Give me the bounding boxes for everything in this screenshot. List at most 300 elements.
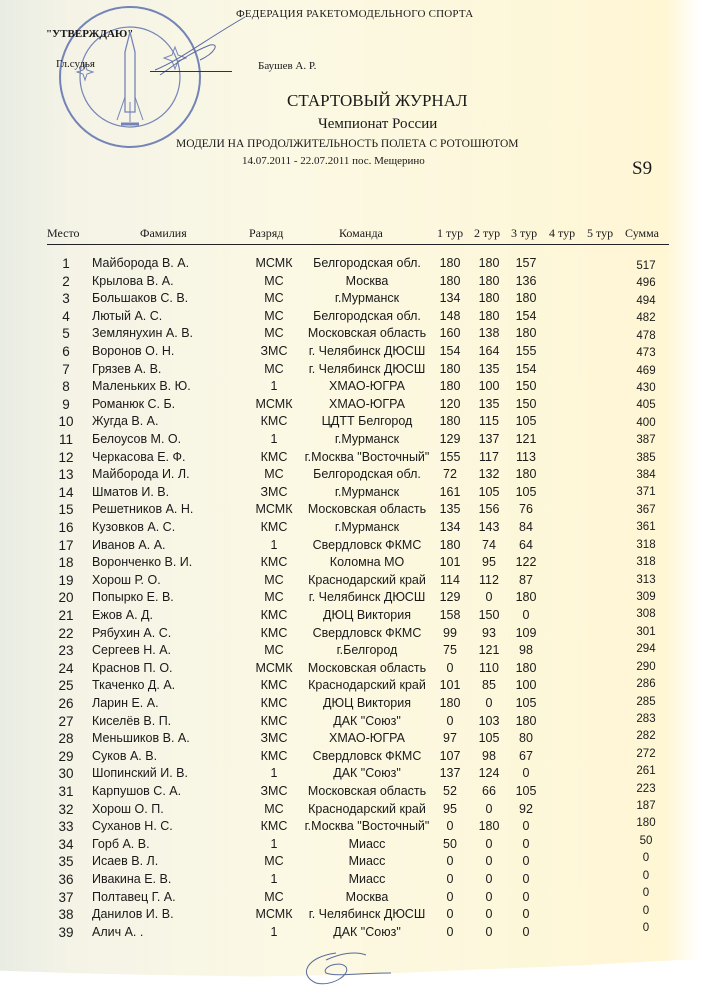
cell-t2: 115 xyxy=(479,414,499,429)
col-rank: Разряд xyxy=(249,226,284,240)
cell-t3: 67 xyxy=(519,748,533,763)
cell-t3: 155 xyxy=(515,344,537,358)
cell-t3: 180 xyxy=(515,660,537,675)
cell-t2: 112 xyxy=(479,572,499,587)
cell-name: Исаев В. Л. xyxy=(92,854,159,869)
cell-t1: 180 xyxy=(439,273,461,288)
cell-team: Москва xyxy=(345,889,389,904)
cell-team: Московская область xyxy=(307,660,427,675)
cell-place: 34 xyxy=(58,836,74,852)
cell-t1: 160 xyxy=(439,326,461,341)
cell-t2: 135 xyxy=(478,361,500,376)
cell-sum: 0 xyxy=(642,921,650,934)
cell-rank: КМС xyxy=(260,696,288,710)
cell-rank: КМС xyxy=(260,625,288,640)
cell-place: 26 xyxy=(58,696,74,711)
cell-team: Белгородская обл. xyxy=(313,256,421,270)
cell-t1: 101 xyxy=(439,555,461,570)
table-row xyxy=(0,256,724,274)
cell-name: Белоусов М. О. xyxy=(92,432,182,446)
col-round1: 1 тур xyxy=(437,226,464,240)
cell-place: 17 xyxy=(58,537,74,553)
cell-sum: 290 xyxy=(636,660,656,673)
table-row xyxy=(0,538,724,556)
cell-t1: 134 xyxy=(439,520,461,534)
cell-name: Рябухин А. С. xyxy=(92,625,172,640)
cell-rank: МСМК xyxy=(255,907,293,922)
cell-t2: 180 xyxy=(478,291,500,306)
cell-sum: 361 xyxy=(636,521,656,534)
cell-t3: 0 xyxy=(522,819,530,834)
cell-t1: 137 xyxy=(439,766,461,781)
cell-place: 9 xyxy=(62,396,70,412)
cell-t2: 105 xyxy=(478,484,500,499)
cell-t3: 150 xyxy=(515,379,537,394)
cell-sum: 405 xyxy=(636,399,656,412)
document-title: СТАРТОВЫЙ ЖУРНАЛ xyxy=(287,91,468,110)
cell-t1: 161 xyxy=(439,484,461,499)
table-row xyxy=(0,802,724,820)
table-row xyxy=(0,921,724,943)
cell-t2: 0 xyxy=(485,590,493,605)
cell-rank: МС xyxy=(264,854,284,869)
table-row xyxy=(0,291,724,309)
cell-t1: 180 xyxy=(439,537,461,552)
table-row xyxy=(0,344,724,362)
cell-place: 25 xyxy=(58,678,74,694)
cell-sum: 385 xyxy=(636,451,656,464)
cell-rank: МС xyxy=(264,801,284,816)
cell-t3: 105 xyxy=(515,484,537,499)
cell-name: Ткаченко Д. А. xyxy=(92,678,176,693)
judge-role: Гл.судья xyxy=(56,58,95,70)
cell-t3: 80 xyxy=(519,731,533,746)
cell-t1: 180 xyxy=(439,379,461,394)
cell-name: Жугда В. А. xyxy=(92,414,159,429)
cell-team: ДЮЦ Виктория xyxy=(323,608,411,622)
cell-sum: 371 xyxy=(636,486,656,499)
cell-t2: 103 xyxy=(478,713,500,728)
cell-t1: 180 xyxy=(439,256,461,270)
cell-t2: 74 xyxy=(482,537,496,552)
cell-rank: ЗМС xyxy=(260,484,288,499)
cell-team: г. Челябинск ДЮСШ xyxy=(308,361,426,376)
cell-sum: 187 xyxy=(636,800,656,813)
cell-t1: 129 xyxy=(439,590,461,605)
cell-rank: МС xyxy=(264,291,284,306)
cell-t3: 87 xyxy=(519,572,533,587)
cell-place: 22 xyxy=(58,625,74,641)
cell-team: Свердловск ФКМС xyxy=(312,748,422,763)
table-row xyxy=(0,854,724,872)
cell-team: ХМАО-ЮГРА xyxy=(329,731,405,746)
cell-t1: 99 xyxy=(443,625,457,640)
cell-team: г.Белгород xyxy=(336,643,398,658)
table-row xyxy=(0,450,724,468)
cell-t1: 180 xyxy=(439,414,461,429)
cell-rank: МС xyxy=(264,889,284,904)
table-row xyxy=(0,766,724,784)
cell-name: Киселёв В. П. xyxy=(92,713,172,728)
cell-t3: 100 xyxy=(515,678,537,693)
cell-name: Воронченко В. И. xyxy=(92,555,193,570)
cell-rank: МС xyxy=(264,273,284,288)
cell-t2: 117 xyxy=(479,449,499,464)
cell-t1: 135 xyxy=(439,502,461,517)
cell-name: Алич А. . xyxy=(92,924,144,939)
cell-sum: 309 xyxy=(636,590,656,603)
cell-t1: 0 xyxy=(446,854,454,869)
cell-name: Суков А. В. xyxy=(92,748,158,763)
cell-sum: 313 xyxy=(636,573,656,586)
cell-team: Краснодарский край xyxy=(308,572,426,587)
cell-name: Полтавец Г. А. xyxy=(92,889,176,904)
cell-name: Ивакина Е. В. xyxy=(92,872,172,886)
table-row xyxy=(0,414,724,432)
table-row xyxy=(0,502,724,520)
cell-t2: 0 xyxy=(485,836,493,851)
cell-t3: 0 xyxy=(522,872,530,886)
table-row xyxy=(0,834,724,855)
cell-rank: КМС xyxy=(260,678,288,693)
cell-place: 28 xyxy=(58,731,74,747)
cell-name: Грязев А. В. xyxy=(92,361,162,376)
cell-t2: 0 xyxy=(485,889,493,904)
cell-team: г.Мурманск xyxy=(334,484,400,499)
cell-t2: 100 xyxy=(478,379,500,394)
cell-name: Иванов А. А. xyxy=(92,537,166,552)
cell-rank: КМС xyxy=(260,449,288,464)
cell-rank: МС xyxy=(264,590,284,605)
table-row xyxy=(0,904,724,925)
cell-t3: 0 xyxy=(522,924,530,939)
cell-t2: 156 xyxy=(478,502,500,517)
cell-t3: 150 xyxy=(515,396,537,411)
table-row xyxy=(0,887,724,908)
cell-team: г. Челябинск ДЮСШ xyxy=(308,907,426,922)
cell-t2: 95 xyxy=(482,555,496,570)
cell-t3: 84 xyxy=(519,520,533,534)
cell-t3: 157 xyxy=(515,256,537,270)
cell-t1: 180 xyxy=(439,361,461,376)
cell-rank: ЗМС xyxy=(260,344,288,358)
cell-t1: 180 xyxy=(439,696,461,710)
col-round2: 2 тур xyxy=(474,226,501,240)
cell-t2: 121 xyxy=(478,643,500,658)
col-round4: 4 тур xyxy=(549,226,576,240)
cell-team: Краснодарский край xyxy=(308,678,426,693)
cell-rank: МС xyxy=(264,308,284,323)
cell-t3: 180 xyxy=(515,326,537,341)
cell-name: Большаков С. В. xyxy=(92,291,189,306)
table-row xyxy=(0,869,724,890)
cell-place: 3 xyxy=(62,291,70,307)
cell-team: Московская область xyxy=(307,502,427,517)
cell-sum: 494 xyxy=(636,294,656,307)
cell-t1: 120 xyxy=(439,396,461,411)
cell-place: 8 xyxy=(62,379,70,395)
cell-rank: КМС xyxy=(260,555,288,570)
cell-t3: 0 xyxy=(522,608,530,622)
cell-t1: 129 xyxy=(439,432,461,446)
cell-team: г.Мурманск xyxy=(334,291,400,306)
table-row xyxy=(0,432,724,450)
cell-t3: 105 xyxy=(515,784,537,798)
cell-t1: 134 xyxy=(439,291,461,306)
cell-rank: МСМК xyxy=(255,396,293,411)
col-round5: 5 тур xyxy=(587,226,614,240)
cell-team: г.Мурманск xyxy=(334,432,400,446)
cell-rank: 1 xyxy=(270,836,278,851)
cell-place: 6 xyxy=(62,344,70,359)
cell-t3: 154 xyxy=(515,361,537,376)
cell-t3: 113 xyxy=(516,449,536,464)
table-row xyxy=(0,274,724,292)
cell-rank: 1 xyxy=(270,537,278,552)
cell-place: 11 xyxy=(58,432,73,447)
cell-place: 19 xyxy=(58,572,74,588)
cell-place: 10 xyxy=(58,414,74,430)
cell-place: 23 xyxy=(58,643,74,659)
table-row xyxy=(0,608,724,626)
cell-team: г. Челябинск ДЮСШ xyxy=(308,590,426,605)
cell-place: 21 xyxy=(58,608,74,623)
cell-t3: 76 xyxy=(519,502,533,517)
cell-t3: 136 xyxy=(515,273,537,288)
cell-rank: ЗМС xyxy=(260,731,288,746)
cell-place: 37 xyxy=(58,889,74,905)
cell-sum: 283 xyxy=(636,712,656,725)
cell-name: Романюк С. Б. xyxy=(92,396,176,411)
cell-sum: 0 xyxy=(642,869,650,882)
cell-team: ДЮЦ Виктория xyxy=(323,696,411,710)
cell-rank: 1 xyxy=(270,432,278,446)
cell-t3: 98 xyxy=(519,643,533,658)
federation-name: ФЕДЕРАЦИЯ РАКЕТОМОДЕЛЬНОГО СПОРТА xyxy=(236,8,474,20)
signature-line xyxy=(150,71,232,72)
cell-t2: 150 xyxy=(478,608,500,622)
cell-sum: 478 xyxy=(636,329,656,342)
cell-name: Данилов И. В. xyxy=(92,907,174,922)
cell-place: 35 xyxy=(58,854,74,870)
cell-t2: 135 xyxy=(478,396,500,411)
cell-name: Краснов П. О. xyxy=(92,660,173,675)
cell-t1: 0 xyxy=(446,907,454,922)
col-place: Место xyxy=(47,226,80,240)
cell-place: 36 xyxy=(58,872,74,887)
cell-sum: 294 xyxy=(636,643,656,656)
col-sum: Сумма xyxy=(625,226,659,240)
cell-name: Сергеев Н. А. xyxy=(92,643,172,658)
cell-place: 12 xyxy=(58,449,74,465)
cell-t2: 180 xyxy=(478,256,500,270)
cell-rank: 1 xyxy=(270,924,278,939)
cell-rank: ЗМС xyxy=(260,784,288,798)
cell-team: ДАК "Союз" xyxy=(333,924,401,939)
cell-place: 2 xyxy=(62,273,70,289)
cell-t2: 93 xyxy=(482,625,496,640)
table-row xyxy=(0,555,724,573)
cell-team: Миасс xyxy=(348,836,386,851)
cell-t2: 105 xyxy=(478,731,500,746)
cell-sum: 482 xyxy=(636,312,656,325)
cell-sum: 261 xyxy=(636,765,656,778)
cell-sum: 301 xyxy=(636,625,656,638)
cell-rank: КМС xyxy=(260,520,288,534)
cell-name: Хорош Р. О. xyxy=(92,572,161,587)
table-row xyxy=(0,590,724,608)
cell-team: Коломна МО xyxy=(329,555,405,570)
cell-t2: 0 xyxy=(485,872,493,886)
table-row xyxy=(0,696,724,714)
cell-team: ДАК "Союз" xyxy=(333,766,401,781)
cell-place: 24 xyxy=(58,660,74,676)
cell-team: г. Челябинск ДЮСШ xyxy=(308,344,426,358)
cell-t2: 164 xyxy=(478,344,500,358)
cell-place: 5 xyxy=(62,326,70,342)
cell-place: 30 xyxy=(58,766,74,782)
cell-rank: МС xyxy=(264,361,284,376)
cell-name: Воронов О. Н. xyxy=(92,344,175,358)
cell-sum: 384 xyxy=(636,469,656,482)
table-row xyxy=(0,309,724,327)
cell-sum: 308 xyxy=(636,608,656,621)
cell-name: Майборода И. Л. xyxy=(92,467,190,482)
cell-t3: 121 xyxy=(515,432,537,446)
cell-team: Краснодарский край xyxy=(308,801,426,816)
cell-t3: 154 xyxy=(515,308,537,323)
cell-name: Хорош О. П. xyxy=(92,801,164,816)
cell-t1: 0 xyxy=(446,819,454,834)
table-row xyxy=(0,784,724,802)
cell-rank: МСМК xyxy=(255,502,293,517)
cell-sum: 50 xyxy=(639,834,653,847)
cell-rank: 1 xyxy=(270,872,278,886)
cell-place: 27 xyxy=(58,713,74,729)
cell-name: Ежов А. Д. xyxy=(92,608,153,622)
cell-t2: 137 xyxy=(478,432,500,446)
cell-t3: 180 xyxy=(515,590,537,605)
cell-place: 38 xyxy=(58,907,74,923)
col-team: Команда xyxy=(339,226,383,240)
cell-place: 33 xyxy=(58,819,74,835)
cell-place: 20 xyxy=(58,590,74,606)
cell-sum: 517 xyxy=(636,260,656,272)
table-row xyxy=(0,749,724,767)
cell-place: 18 xyxy=(58,555,74,571)
table-row xyxy=(0,362,724,380)
cell-team: Миасс xyxy=(348,854,386,869)
cell-team: Москва xyxy=(345,273,389,288)
cell-t3: 180 xyxy=(515,713,537,728)
cell-team: г.Москва "Восточный" xyxy=(304,819,430,834)
cell-t1: 97 xyxy=(443,731,457,746)
cell-place: 31 xyxy=(58,784,74,799)
cell-t2: 110 xyxy=(479,660,499,675)
cell-name: Горб А. В. xyxy=(92,836,150,851)
cell-sum: 469 xyxy=(636,364,656,377)
cell-sum: 285 xyxy=(636,695,656,708)
cell-sum: 0 xyxy=(642,852,650,865)
table-row xyxy=(0,626,724,644)
col-round3: 3 тур xyxy=(511,226,538,240)
cell-t1: 50 xyxy=(443,836,457,851)
cell-team: Белгородская обл. xyxy=(313,308,421,323)
cell-t2: 132 xyxy=(478,467,500,482)
cell-t1: 158 xyxy=(439,608,461,622)
competition-name: Чемпионат России xyxy=(318,116,438,132)
cell-t1: 114 xyxy=(440,572,460,587)
cell-t3: 105 xyxy=(515,414,537,429)
table-row xyxy=(0,731,724,749)
cell-sum: 318 xyxy=(636,538,656,551)
cell-team: г.Мурманск xyxy=(334,520,400,534)
cell-team: Миасс xyxy=(348,872,386,886)
cell-t1: 148 xyxy=(439,308,461,323)
cell-rank: МСМК xyxy=(255,660,293,675)
cell-team: ХМАО-ЮГРА xyxy=(329,396,405,411)
cell-sum: 387 xyxy=(636,434,656,447)
cell-t2: 0 xyxy=(485,696,493,710)
cell-name: Черкасова Е. Ф. xyxy=(92,449,186,464)
cell-place: 29 xyxy=(58,748,74,764)
table-row xyxy=(0,714,724,732)
cell-sum: 430 xyxy=(636,381,656,394)
cell-name: Майборода В. А. xyxy=(92,256,190,270)
cell-t1: 155 xyxy=(439,449,461,464)
table-row xyxy=(0,379,724,397)
cell-t2: 0 xyxy=(485,854,493,869)
cell-t3: 105 xyxy=(515,696,537,710)
cell-t3: 0 xyxy=(522,836,530,851)
table-row xyxy=(0,573,724,591)
class-code: S9 xyxy=(632,158,653,179)
cell-sum: 223 xyxy=(636,782,656,795)
table-header xyxy=(47,226,669,245)
cell-place: 32 xyxy=(58,801,74,817)
table-row xyxy=(0,661,724,679)
cell-t2: 143 xyxy=(478,520,500,534)
cell-sum: 496 xyxy=(636,277,656,290)
cell-team: Московская область xyxy=(307,326,427,341)
cell-t2: 66 xyxy=(482,784,496,798)
cell-name: Кузовков А. С. xyxy=(92,520,176,534)
cell-t3: 109 xyxy=(515,625,537,640)
cell-rank: МСМК xyxy=(255,256,293,270)
cell-sum: 473 xyxy=(636,347,656,360)
table-row xyxy=(0,643,724,661)
cell-place: 16 xyxy=(58,520,74,535)
cell-sum: 272 xyxy=(636,747,656,760)
cell-t1: 95 xyxy=(443,801,457,816)
cell-name: Маленьких В. Ю. xyxy=(92,379,191,394)
bottom-signature xyxy=(296,945,396,990)
cell-sum: 0 xyxy=(642,887,650,900)
cell-t1: 75 xyxy=(443,643,457,658)
cell-team: Свердловск ФКМС xyxy=(312,625,422,640)
cell-t2: 0 xyxy=(485,801,493,816)
cell-rank: КМС xyxy=(260,713,288,728)
table-row xyxy=(0,520,724,538)
cell-place: 4 xyxy=(62,308,70,324)
cell-name: Шопинский И. В. xyxy=(92,766,188,781)
cell-t1: 0 xyxy=(446,924,454,939)
cell-place: 39 xyxy=(58,924,74,940)
cell-t2: 0 xyxy=(485,924,493,939)
cell-t3: 180 xyxy=(515,467,537,482)
cell-name: Карпушов С. А. xyxy=(92,784,182,798)
cell-t1: 107 xyxy=(439,748,461,763)
